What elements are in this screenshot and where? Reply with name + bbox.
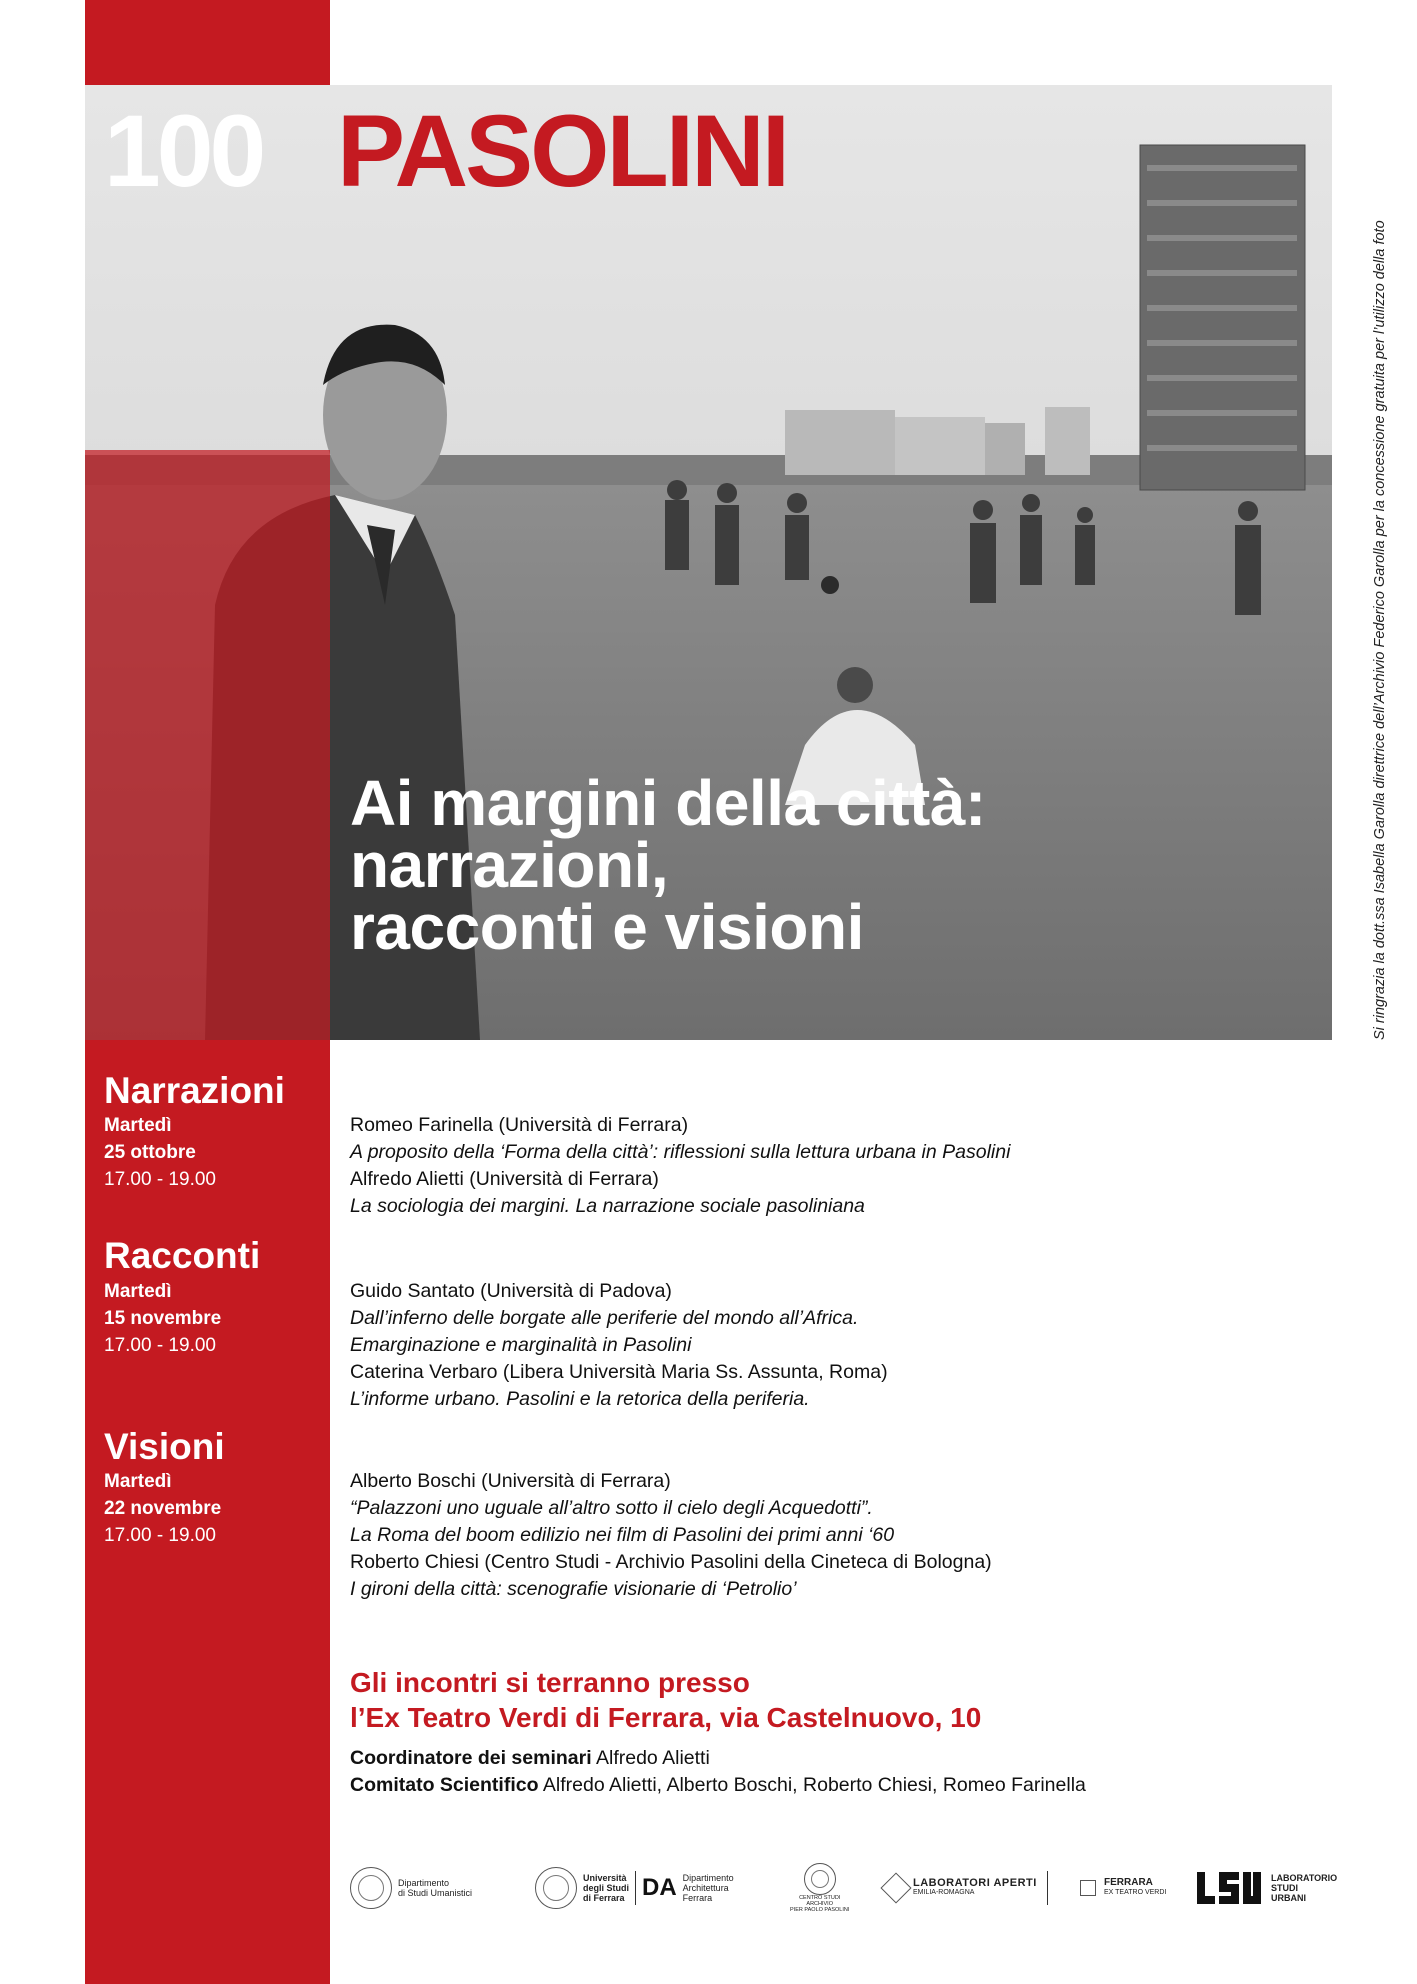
venue-line: Gli incontri si terranno presso <box>350 1667 750 1698</box>
section-date: 22 novembre <box>104 1498 222 1519</box>
speaker: Alberto Boschi (Università di Ferrara) <box>350 1470 671 1492</box>
logo-lsu <box>1195 1858 1337 1918</box>
venue-info <box>350 1665 981 1735</box>
photo-credit: Si ringrazia la dott.ssa Isabella Garolla direttrice dell’Archivio Federico Garolla per la concessione gratuita per l’utilizzo della foto <box>1372 220 1388 1040</box>
talk-title: Dall’inferno delle borgate alle periferie del mondo all’Africa. <box>350 1307 859 1329</box>
logo-text: LABORATORIO <box>1271 1873 1338 1883</box>
university-seal-icon <box>535 1867 577 1909</box>
divider <box>635 1871 636 1905</box>
logo-text: Architettura <box>682 1883 729 1893</box>
logo-text: Dipartimento <box>398 1878 450 1888</box>
committee-value: Alfredo Alietti, Alberto Boschi, Roberto Chiesi, Romeo Farinella <box>542 1774 1086 1796</box>
section-day: Martedì <box>104 1471 172 1492</box>
speaker: Guido Santato (Università di Padova) <box>350 1280 672 1302</box>
talk-title: L’informe urbano. Pasolini e la retorica della periferia. <box>350 1388 810 1410</box>
logo-text: FERRARA <box>1104 1877 1153 1888</box>
red-photo-overlay <box>85 450 330 1040</box>
diamond-icon <box>880 1872 911 1903</box>
talk-title: A proposito della ‘Forma della città’: riflessioni sulla lettura urbana in Pasolini <box>350 1141 1011 1163</box>
logo-text: Università <box>583 1873 627 1883</box>
logo-text: LABORATORI APERTI <box>913 1877 1037 1889</box>
talk-title: Emarginazione e marginalità in Pasolini <box>350 1334 692 1356</box>
logo-text: EMILIA-ROMAGNA <box>913 1889 975 1896</box>
speaker: Romeo Farinella (Università di Ferrara) <box>350 1114 689 1136</box>
coordinator-value: Alfredo Alietti <box>595 1747 710 1769</box>
section-time: 17.00 - 19.00 <box>104 1169 216 1190</box>
section-schedule <box>104 1468 221 1549</box>
logo-dsu <box>350 1858 472 1918</box>
speaker: Alfredo Alietti (Università di Ferrara) <box>350 1168 659 1190</box>
title-name: PASOLINI <box>337 94 788 208</box>
university-seal-icon <box>350 1867 392 1909</box>
section-day: Martedì <box>104 1281 172 1302</box>
title-number: 100 <box>104 94 263 208</box>
venue-line: l’Ex Teatro Verdi di Ferrara, via Castelnuovo, 10 <box>350 1702 982 1733</box>
logo-ferrara <box>1080 1858 1166 1918</box>
talk-title: La Roma del boom edilizio nei film di Pasolini dei primi anni ‘60 <box>350 1524 895 1546</box>
logo-text: EX TEATRO VERDI <box>1104 1889 1167 1896</box>
logo-text: di Ferrara <box>583 1893 625 1903</box>
logo-text: Ferrara <box>682 1893 713 1903</box>
speaker: Roberto Chiesi (Centro Studi - Archivio Pasolini della Cineteca di Bologna) <box>350 1551 992 1573</box>
section-day: Martedì <box>104 1115 172 1136</box>
logo-text: CENTRO STUDI <box>799 1895 841 1901</box>
section-schedule <box>104 1278 221 1359</box>
logo-text: PIER PAOLO PASOLINI <box>790 1907 850 1913</box>
talk-title: “Palazzoni uno uguale all’altro sotto il cielo degli Acquedotti”. <box>350 1497 873 1519</box>
section-date: 15 novembre <box>104 1308 222 1329</box>
logo-text: STUDI <box>1271 1883 1298 1893</box>
talk-title: I gironi della città: scenografie visionarie di ‘Petrolio’ <box>350 1578 797 1600</box>
headline-line: racconti e visioni <box>350 891 864 963</box>
lsu-mark-icon <box>1195 1870 1263 1906</box>
logo-centro-studi-pasolini <box>790 1858 849 1918</box>
committee-line <box>350 1772 1086 1799</box>
logo-text: ARCHIVIO <box>806 1901 833 1907</box>
section-time: 17.00 - 19.00 <box>104 1335 216 1356</box>
talk-list <box>350 1468 992 1603</box>
talk-list <box>350 1112 1010 1220</box>
logo-unife <box>535 1858 734 1918</box>
coordinator-line <box>350 1745 1086 1772</box>
committee-label: Comitato Scientifico <box>350 1774 539 1796</box>
headline-line: Ai margini della città: <box>350 767 986 839</box>
headline-line: narrazioni, <box>350 829 669 901</box>
speaker: Caterina Verbaro (Libera Università Maria Ss. Assunta, Roma) <box>350 1361 888 1383</box>
coordinator-label: Coordinatore dei seminari <box>350 1747 592 1769</box>
tree-emblem-icon <box>804 1863 836 1895</box>
section-title-racconti: Racconti <box>104 1235 261 1276</box>
building-icon <box>1080 1880 1096 1896</box>
section-schedule <box>104 1112 216 1193</box>
headline <box>350 767 986 963</box>
section-title-narrazioni: Narrazioni <box>104 1070 285 1111</box>
partner-logos <box>350 1858 1340 1918</box>
logo-text: Dipartimento <box>682 1873 734 1883</box>
talk-list <box>350 1278 888 1413</box>
section-date: 25 ottobre <box>104 1142 196 1163</box>
organizers <box>350 1745 1086 1799</box>
logo-text: URBANI <box>1271 1893 1306 1903</box>
logo-text: di Studi Umanistici <box>398 1888 473 1898</box>
logo-text: degli Studi <box>583 1883 629 1893</box>
logo-laboratori-aperti <box>885 1858 1054 1918</box>
section-title-visioni: Visioni <box>104 1426 225 1467</box>
da-mark: DA <box>642 1874 677 1901</box>
talk-title: La sociologia dei margini. La narrazione sociale pasoliniana <box>350 1195 865 1217</box>
divider <box>1047 1871 1048 1905</box>
section-time: 17.00 - 19.00 <box>104 1525 216 1546</box>
